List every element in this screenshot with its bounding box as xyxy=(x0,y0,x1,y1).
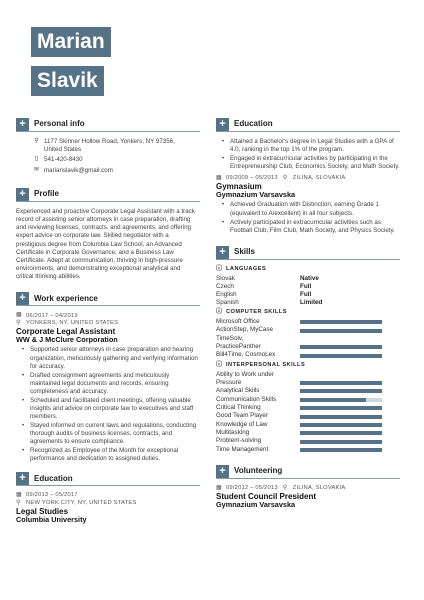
section-title: Work experience xyxy=(34,293,98,303)
employer: WW & J McClure Corporation xyxy=(16,335,118,345)
gym-location-text: ZILINA, SLOVAKIA xyxy=(292,175,346,182)
plus-icon: + xyxy=(16,292,29,305)
location-pin-icon: ⚲ xyxy=(282,485,288,492)
education-right-header xyxy=(216,118,400,132)
skill-name: Communication Skills xyxy=(216,395,277,403)
skill-level-bar xyxy=(300,448,382,452)
envelope-icon: ✉ xyxy=(33,166,40,173)
skill-level-bar xyxy=(300,345,382,349)
skill-row xyxy=(216,437,400,445)
last-name-box xyxy=(31,66,104,96)
volunteer-org: Gymnazium Varsavska xyxy=(216,500,296,510)
skill-level-fill xyxy=(300,320,382,324)
skill-level-fill xyxy=(300,329,382,333)
skill-level-bar xyxy=(300,406,382,410)
skill-level-fill xyxy=(300,354,382,358)
skill-row xyxy=(216,335,400,343)
skill-row xyxy=(216,371,400,379)
list-item: • Recognized as Employee of the Month for exceptional performance and dedication to assigned duties. xyxy=(22,447,200,463)
volunteer-location-text: ZILINA, SLOVAKIA xyxy=(292,485,346,492)
calendar-icon: ▦ xyxy=(16,312,22,319)
skill-row xyxy=(216,343,400,351)
skill-name: Bill4Time, CosmoLex xyxy=(216,351,276,359)
volunteer-role: Student Council President xyxy=(216,491,317,501)
edu-location-text: NEW YORK CITY, NY, UNITED STATES xyxy=(26,500,137,507)
location-pin-icon: ⚲ xyxy=(282,175,288,182)
calendar-icon: ▦ xyxy=(216,485,222,492)
languages-subheader xyxy=(216,266,400,274)
degree: Gymnasium xyxy=(216,182,262,192)
plus-icon: + xyxy=(216,465,229,478)
skill-name: Critical Thinking xyxy=(216,404,261,412)
calendar-icon: ▦ xyxy=(216,175,222,182)
skill-name: PracticePanther xyxy=(216,343,261,351)
skill-level-bar xyxy=(300,431,382,435)
edu-date-text: 09/2013 – 05/2017 xyxy=(26,492,78,499)
profile-text: Experienced and proactive Corporate Legal Assistant with a track record of assisting senior attorneys in case preparation, drafting and reviewing licenses, contracts, and agreements, and offering expert advice on corporate law. Skilled negotiator with a prestigious degree from Columbia Law School, an Advanced Certificate in Corporate Governance, and a Business Law Certificate. Adept at communication, thriving in high-pressure environments, and demonstrating exceptional analytical and critical thinking abilities. xyxy=(16,207,195,281)
computer-skills-list xyxy=(216,318,400,360)
right-column xyxy=(216,118,400,511)
skill-level-bar xyxy=(300,423,382,427)
info-circle-icon: ⓘ xyxy=(216,309,223,316)
skill-row xyxy=(216,396,400,404)
volunteering-header xyxy=(216,465,400,479)
list-item: • Stayed informed on current laws and regulations, conducting thorough audits of business licenses, contracts, and agreements to ensure compliance. xyxy=(22,422,200,446)
work-location-text: YONKERS, NY, UNITED STATES xyxy=(26,320,119,327)
personal-info-header xyxy=(16,118,200,132)
job-title: Corporate Legal Assistant xyxy=(16,327,116,337)
list-item: • Engaged in extracurricular activities by participating in the Entrepreneurship Club, Economics Society, and Math Society. xyxy=(222,155,400,171)
language-level: Full xyxy=(300,282,312,290)
education-top-bullets xyxy=(222,138,400,171)
list-item: • Actively participated in extracurricular activities such as Football Club, Film Club, Math Society, and Physics Society. xyxy=(222,219,400,235)
address-row xyxy=(32,138,200,154)
section-title: Personal info xyxy=(34,119,85,129)
location-pin-icon: ⚲ xyxy=(34,138,39,144)
work-date xyxy=(16,312,200,320)
skill-level-bar xyxy=(300,354,382,358)
skill-row xyxy=(216,412,400,420)
gym-bullets xyxy=(222,201,400,234)
list-item: • Scheduled and facilitated client meetings, offering valuable insights and advice on corporate law to executives and staff members. xyxy=(22,397,200,421)
info-circle-icon: ⓘ xyxy=(216,265,223,272)
skill-row xyxy=(216,318,400,326)
skill-level-fill xyxy=(300,398,366,402)
skill-level-fill xyxy=(300,406,382,410)
skill-row xyxy=(216,379,400,387)
interpersonal-skills-label: INTERPERSONAL SKILLS xyxy=(226,362,306,369)
language-level: Full xyxy=(300,290,312,298)
skill-name: Knowledge of Law xyxy=(216,420,268,428)
skill-name: Analytical Skills xyxy=(216,387,260,395)
work-date-text: 06/2017 – 04/2019 xyxy=(26,312,78,319)
section-title: Education xyxy=(234,119,273,129)
degree: Legal Studies xyxy=(16,506,69,516)
skill-name: Time Management xyxy=(216,445,269,453)
section-title: Skills xyxy=(234,247,255,256)
skill-row xyxy=(216,421,400,429)
volunteer-date-text: 09/2012 – 05/2013 xyxy=(226,485,278,492)
skill-name: Ability to Work under xyxy=(216,370,274,378)
education-left-header xyxy=(16,472,200,486)
gym-date-text: 09/2009 – 05/2013 xyxy=(226,175,278,182)
language-row xyxy=(216,275,400,283)
profile-header xyxy=(16,188,200,202)
plus-icon: + xyxy=(16,472,29,485)
skills-header xyxy=(216,246,400,260)
interpersonal-skills-list xyxy=(216,371,400,455)
skill-row xyxy=(216,387,400,395)
phone-row xyxy=(32,156,200,164)
skill-name: Microsoft Office xyxy=(216,317,260,325)
skill-level-bar xyxy=(300,440,382,444)
skill-level-fill xyxy=(300,431,382,435)
language-row xyxy=(216,299,400,307)
left-column xyxy=(16,118,200,526)
plus-icon: + xyxy=(216,246,229,259)
list-item: • Achieved Graduation with Distinction, earning Grade 1 (equivalent to A/excellent) in all four subjects. xyxy=(222,201,400,217)
skill-row xyxy=(216,404,400,412)
language-name: Slovak xyxy=(216,274,235,282)
info-circle-icon: ⓘ xyxy=(216,361,223,368)
calendar-icon: ▦ xyxy=(16,492,22,499)
language-level: Native xyxy=(300,274,319,282)
email-row xyxy=(32,167,200,175)
skill-level-bar xyxy=(300,389,382,393)
plus-icon: + xyxy=(216,118,229,131)
phone-icon: ▯ xyxy=(34,156,39,163)
languages-label: LANGUAGES xyxy=(226,265,267,272)
skill-name: ActionStep, MyCase xyxy=(216,326,274,334)
skill-level-fill xyxy=(300,345,382,349)
skill-row xyxy=(216,429,400,437)
skill-level-fill xyxy=(300,389,382,393)
skill-level-fill xyxy=(300,381,382,385)
language-name: Czech xyxy=(216,282,234,290)
skill-level-bar xyxy=(300,320,382,324)
skill-name: Problem-solving xyxy=(216,437,262,445)
skill-level-bar xyxy=(300,381,382,385)
school: Gymnazium Varsavska xyxy=(216,190,296,200)
list-item: • Drafted consignment agreements and meticulously maintained legal documents and records, ensuring completeness and accuracy. xyxy=(22,372,200,396)
section-title: Profile xyxy=(34,189,59,199)
skill-level-bar xyxy=(300,329,382,333)
skill-level-bar xyxy=(300,415,382,419)
skill-row xyxy=(216,351,400,359)
email-text[interactable]: marianslavik@gmail.com xyxy=(44,166,113,174)
section-title: Education xyxy=(34,473,73,483)
location-pin-icon: ⚲ xyxy=(16,320,21,327)
skill-name: Pressure xyxy=(216,378,242,386)
skill-row xyxy=(216,326,400,334)
interpersonal-skills-subheader xyxy=(216,362,400,370)
language-row xyxy=(216,283,400,291)
phone-text: 541-420-8430 xyxy=(44,156,83,164)
skill-level-fill xyxy=(300,448,382,452)
work-bullets xyxy=(22,346,200,463)
list-item: • Supported senior attorneys in case preparation and hearing organization, meticulously gathering and verifying information for accuracy. xyxy=(22,346,200,370)
skill-level-fill xyxy=(300,440,382,444)
computer-skills-label: COMPUTER SKILLS xyxy=(226,309,287,316)
skill-level-bar xyxy=(300,398,382,402)
skill-name: TimeSolv, xyxy=(216,334,244,342)
address-text: 1177 Skinner Hollow Road, Yonkers, NY 97356, United States xyxy=(44,138,175,154)
skill-row xyxy=(216,446,400,454)
plus-icon: + xyxy=(16,188,29,201)
computer-skills-subheader xyxy=(216,309,400,317)
skill-level-fill xyxy=(300,423,382,427)
list-item: • Attained a Bachelor's degree in Legal Studies with a GPA of 4.0, ranking in the top 1% of the program. xyxy=(222,138,400,154)
language-row xyxy=(216,291,400,299)
skill-level-fill xyxy=(300,415,382,419)
location-pin-icon: ⚲ xyxy=(16,500,21,507)
section-title: Volunteering xyxy=(234,466,283,476)
plus-icon: + xyxy=(16,118,29,131)
school: Columbia University xyxy=(16,515,87,525)
language-name: Spanish xyxy=(216,299,239,307)
first-name-box xyxy=(31,27,111,57)
skill-name: Multitasking xyxy=(216,429,250,437)
language-level: Limited xyxy=(300,299,323,307)
first-name: Marian xyxy=(37,30,105,53)
work-experience-header xyxy=(16,292,200,306)
edu-date xyxy=(16,492,200,500)
last-name: Slavik xyxy=(37,69,98,92)
language-name: English xyxy=(216,290,237,298)
skill-name: Good Team Player xyxy=(216,412,269,420)
